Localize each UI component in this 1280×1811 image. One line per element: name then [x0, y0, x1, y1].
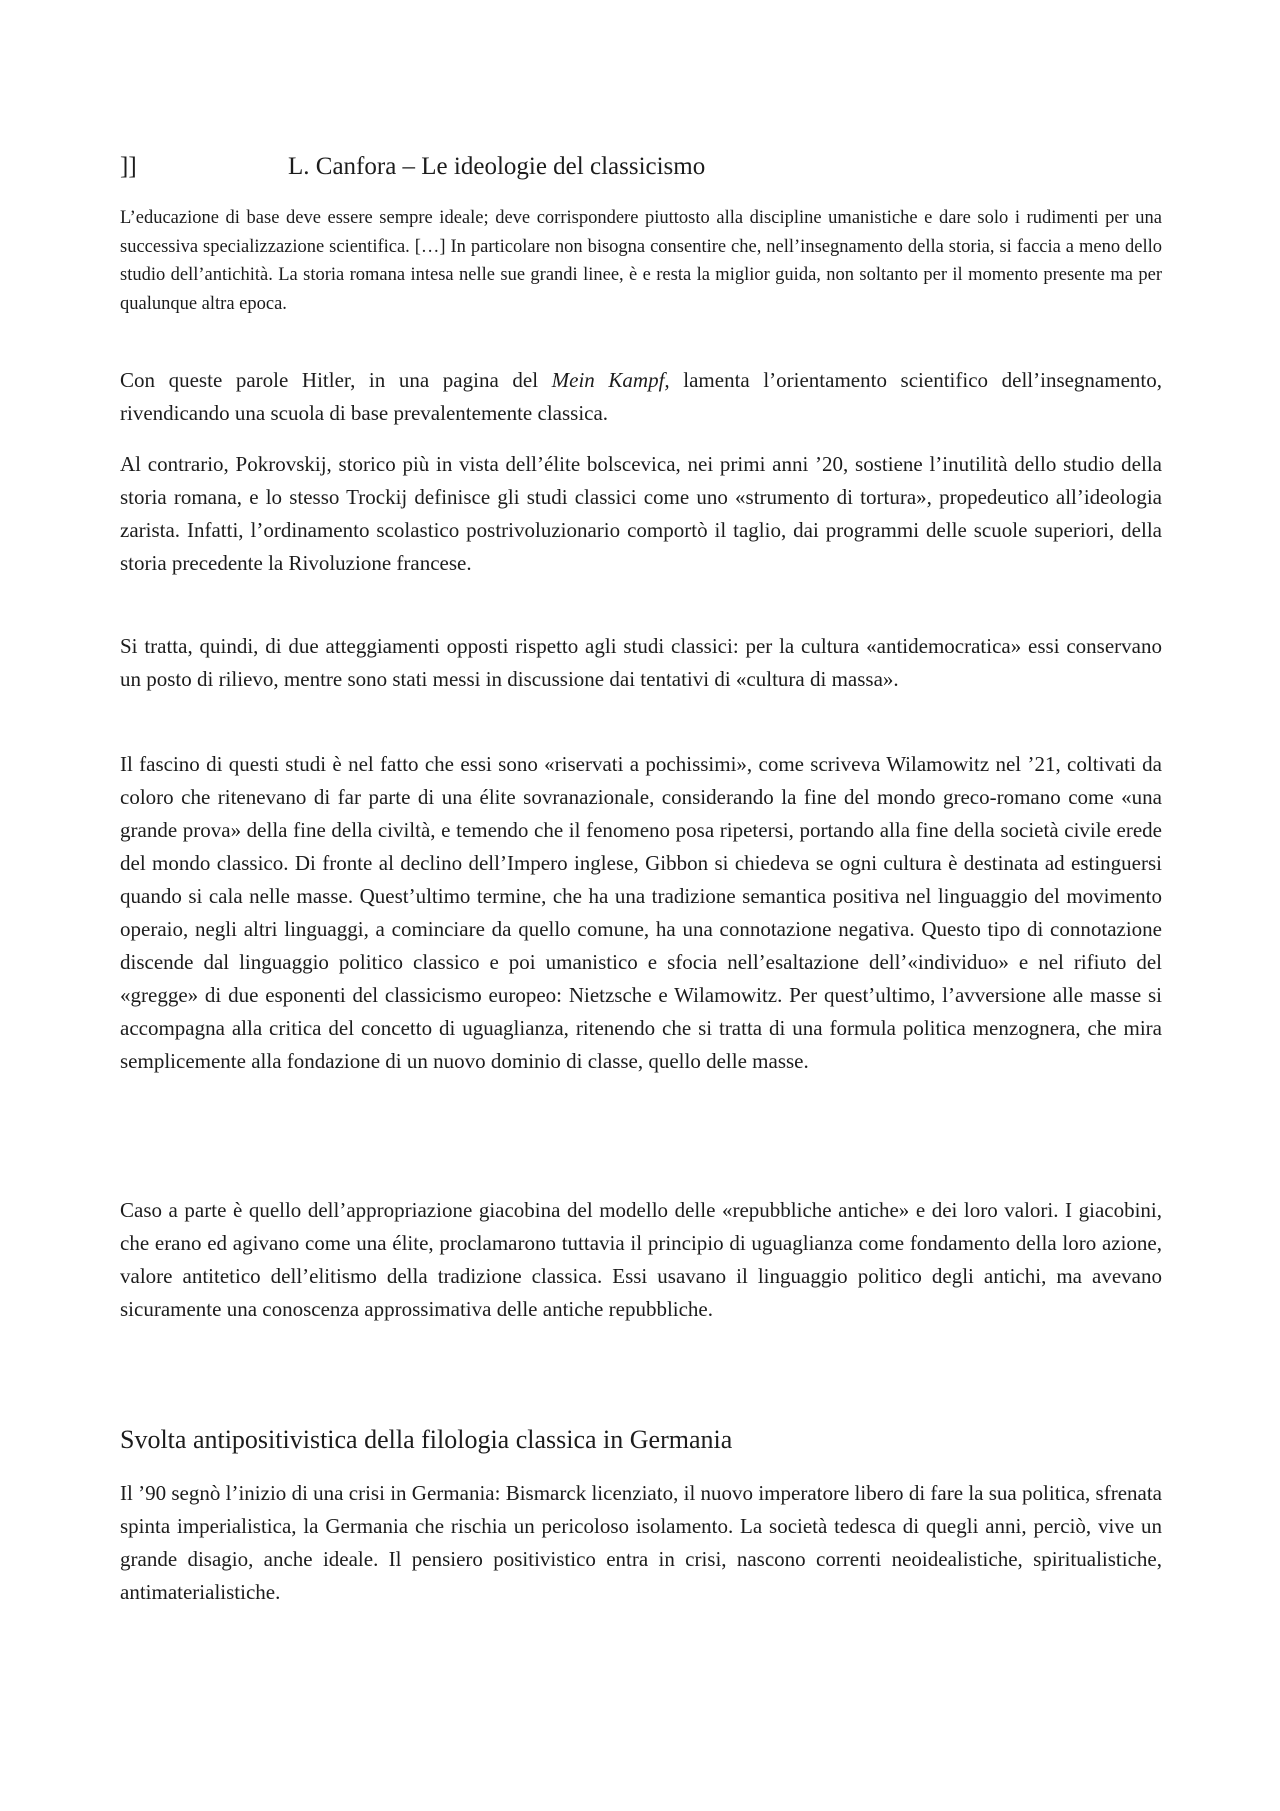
heading-marker: ]] [120, 153, 137, 180]
paragraph-fascino [120, 748, 1162, 1078]
paragraph-giacobini [120, 1194, 1162, 1326]
quote-paragraph: L’educazione di base deve essere sempre ideale; deve corrispondere piuttosto alla discipline umanistiche e dare solo i rudimenti per una successiva specializzazione scientifica. […] In particolare non bisogna consentire che, nell’insegnamento della storia, si faccia a meno dello studio dell’antichità. La storia romana intesa nelle sue grandi linee, è e resta la miglior guida, non soltanto per il momento presente ma per qualunque altra epoca. [120, 208, 1162, 314]
paragraph-text: Al contrario, Pokrovskij, storico più in vista dell’élite bolscevica, nei primi anni ’20, sostiene l’inutilità dello studio della storia romana, e lo stesso Trockij definisce gli studi classici come uno «strumento di tortura», propedeutico all’ideologia zarista. Infatti, l’ordinamento scolastico postrivoluzionario comportò il taglio, dai programmi delle scuole superiori, della storia precedente la Rivoluzione francese. [120, 452, 1162, 575]
paragraph-text: Caso a parte è quello dell’appropriazione giacobina del modello delle «repubbliche antiche» e dei loro valori. I giacobini, che erano ed agivano come una élite, proclamarono tuttavia il principio di uguaglianza come fondamento della loro azione, valore antitetico dell’elitismo della tradizione classica. Essi usavano il linguaggio politico degli antichi, ma avevano sicuramente una conoscenza approssimativa delle antiche repubbliche. [120, 1198, 1162, 1321]
paragraph-text-before: Con queste parole Hitler, in una pagina del [120, 368, 552, 392]
document-page [120, 0, 1162, 1811]
paragraph-atteggiamenti [120, 630, 1162, 696]
paragraph-crisi-germania [120, 1477, 1162, 1609]
paragraph-text-after: lamenta l’orientamento scientifico dell’insegnamento, rivendicando una scuola di base prevalentemente classica. [120, 368, 1162, 425]
section-title: Svolta antipositivistica della filologia classica in Germania [120, 1425, 733, 1454]
book-title-emphasis: Mein Kampf, [551, 368, 670, 392]
heading-row [120, 150, 1162, 184]
paragraph-text: Il ’90 segnò l’inizio di una crisi in Germania: Bismarck licenziato, il nuovo imperatore libero di fare la sua politica, sfrenata spinta imperialistica, la Germania che rischia un pericoloso isolamento. La società tedesca di quegli anni, perciò, vive un grande disagio, anche ideale. Il pensiero positivistico entra in crisi, nascono correnti neoidealistiche, spiritualistiche, antimaterialistiche. [120, 1481, 1162, 1604]
page-title: L. Canfora – Le ideologie del classicismo [288, 153, 706, 180]
paragraph-text [120, 364, 1162, 430]
paragraph-text: Il fascino di questi studi è nel fatto che essi sono «riservati a pochissimi», come scriveva Wilamowitz nel ’21, coltivati da coloro che ritenevano di far parte di una élite sovranazionale, considerando la fine del mondo greco-romano come «una grande prova» della fine della civiltà, e temendo che il fenomeno posa ripetersi, portando alla fine della società civile erede del mondo classico. Di fronte al declino dell’Impero inglese, Gibbon si chiedeva se ogni cultura è destinata ad estinguersi quando si cala nelle masse. Quest’ultimo termine, che ha una tradizione semantica positiva nel linguaggio del movimento operaio, negli altri linguaggi, a cominciare da quello comune, ha una connotazione negativa. Questo tipo di connotazione discende dal linguaggio politico classico e poi umanistico e sfocia nell’esaltazione dell’«individuo» e nel rifiuto del «gregge» di due esponenti del classicismo europeo: Nietzsche e Wilamowitz. Per quest’ultimo, l’avversione alle masse si accompagna alla critica del concetto di uguaglianza, ritenendo che si tratta di una formula politica menzognera, che mira semplicemente alla fondazione di un nuovo dominio di classe, quello delle masse. [120, 752, 1162, 1073]
paragraph-hitler [120, 364, 1162, 430]
paragraph-pokrovskij [120, 448, 1162, 580]
paragraph-text: Si tratta, quindi, di due atteggiamenti opposti rispetto agli studi classici: per la cultura «antidemocratica» essi conservano un posto di rilievo, mentre sono stati messi in discussione dai tentativi di «cultura di massa». [120, 634, 1162, 691]
